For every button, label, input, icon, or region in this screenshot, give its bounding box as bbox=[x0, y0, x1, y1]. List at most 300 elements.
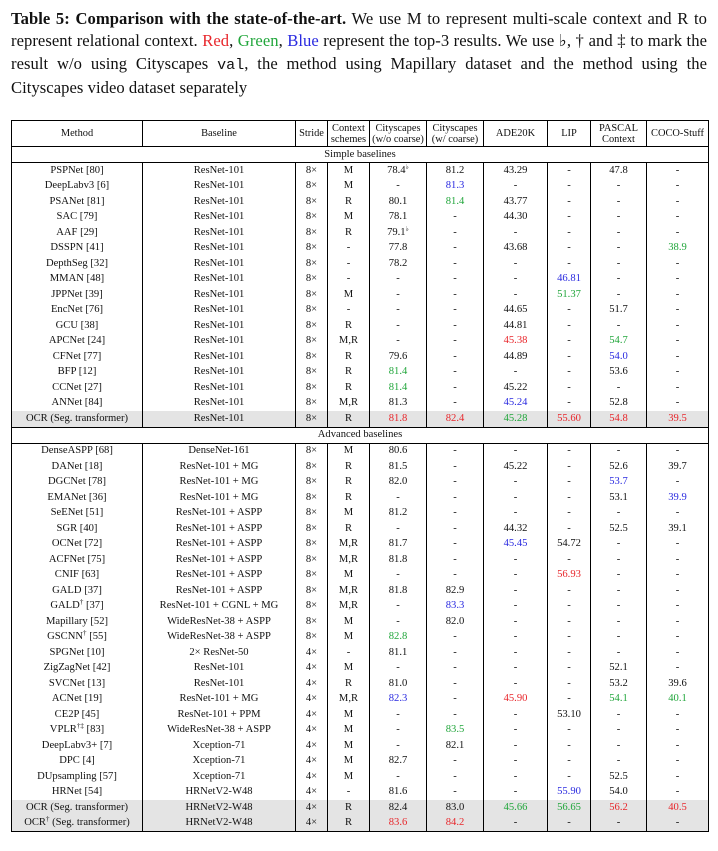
cell-cityscapes-wo-coarse bbox=[370, 521, 427, 537]
metric-value: - bbox=[513, 770, 518, 782]
metric-value: 52.8 bbox=[609, 397, 628, 409]
metric-value: 54.0 bbox=[609, 350, 628, 362]
cell-method bbox=[12, 194, 143, 210]
method-marker: †‡ bbox=[76, 722, 84, 731]
metric-value: - bbox=[453, 335, 457, 347]
cell-ade20k bbox=[484, 396, 548, 412]
cell-pascal-context bbox=[591, 568, 647, 584]
method-name: CCNet [27] bbox=[52, 381, 102, 393]
cell-cityscapes-w-coarse bbox=[427, 630, 484, 646]
cell-cityscapes-wo-coarse bbox=[370, 800, 427, 816]
cell-stride: 8× bbox=[296, 490, 328, 506]
cell-cityscapes-wo-coarse bbox=[370, 490, 427, 506]
table-row bbox=[12, 443, 709, 459]
method-name: SAC [79] bbox=[56, 211, 98, 223]
cell-lip bbox=[548, 816, 591, 832]
cell-lip bbox=[548, 163, 591, 179]
cell-pascal-context bbox=[591, 396, 647, 412]
cell-stride: 8× bbox=[296, 521, 328, 537]
cell-cityscapes-w-coarse bbox=[427, 583, 484, 599]
method-name: OCR bbox=[24, 817, 46, 829]
cell-lip bbox=[548, 661, 591, 677]
method-reference: (Seg. transformer) bbox=[49, 817, 130, 829]
metric-value: - bbox=[616, 708, 621, 720]
cell-context: M bbox=[328, 738, 370, 754]
method-name: SGR [40] bbox=[56, 522, 98, 534]
cell-baseline: ResNet-101 + ASPP bbox=[143, 583, 296, 599]
metric-value: - bbox=[567, 476, 571, 488]
metric-value: - bbox=[675, 646, 680, 658]
metric-value: - bbox=[567, 507, 571, 519]
method-name: ACNet [19] bbox=[51, 693, 103, 705]
cell-ade20k bbox=[484, 225, 548, 241]
metric-value: - bbox=[675, 288, 680, 300]
cell-context: R bbox=[328, 521, 370, 537]
cell-lip bbox=[548, 256, 591, 272]
cell-lip bbox=[548, 630, 591, 646]
cell-baseline: ResNet-101 bbox=[143, 287, 296, 303]
metric-value: - bbox=[453, 677, 457, 689]
caption-title: Comparison with the state-of-the-art. bbox=[75, 9, 347, 28]
metric-value: - bbox=[567, 211, 571, 223]
method-name: DPC [4] bbox=[59, 755, 95, 767]
metric-value: 82.4 bbox=[445, 412, 465, 424]
cell-context: M bbox=[328, 769, 370, 785]
metric-value: 53.2 bbox=[609, 677, 628, 689]
cell-baseline: 2× ResNet-50 bbox=[143, 645, 296, 661]
cell-cityscapes-w-coarse bbox=[427, 816, 484, 832]
metric-value: 52.5 bbox=[609, 770, 628, 782]
metric-value: 82.0 bbox=[388, 476, 408, 488]
table-row bbox=[12, 521, 709, 537]
metric-value: - bbox=[453, 397, 457, 409]
cell-context: M bbox=[328, 163, 370, 179]
table-row bbox=[12, 459, 709, 475]
cell-method bbox=[12, 349, 143, 365]
metric-value: - bbox=[453, 460, 457, 472]
header-ade20k: ADE20K bbox=[484, 121, 548, 147]
cell-context: M bbox=[328, 287, 370, 303]
table-row bbox=[12, 723, 709, 739]
cell-pascal-context bbox=[591, 630, 647, 646]
cell-coco-stuff bbox=[647, 707, 709, 723]
cell-cityscapes-w-coarse bbox=[427, 396, 484, 412]
cell-cityscapes-w-coarse bbox=[427, 380, 484, 396]
metric-value: 81.2 bbox=[388, 507, 408, 519]
metric-value: - bbox=[675, 507, 680, 519]
cell-method bbox=[12, 411, 143, 427]
metric-value: - bbox=[675, 755, 680, 767]
cell-pascal-context bbox=[591, 334, 647, 350]
metric-value: - bbox=[616, 381, 621, 393]
metric-value: - bbox=[675, 631, 680, 643]
metric-value: - bbox=[675, 538, 680, 550]
table-row bbox=[12, 692, 709, 708]
table-row bbox=[12, 396, 709, 412]
cell-baseline: ResNet-101 + ASPP bbox=[143, 521, 296, 537]
metric-value: - bbox=[453, 273, 457, 285]
cell-cityscapes-wo-coarse bbox=[370, 179, 427, 195]
metric-value: - bbox=[567, 445, 571, 457]
metric-value: - bbox=[675, 180, 680, 192]
cell-cityscapes-wo-coarse bbox=[370, 303, 427, 319]
cell-ade20k bbox=[484, 552, 548, 568]
cell-coco-stuff bbox=[647, 568, 709, 584]
cell-method bbox=[12, 769, 143, 785]
method-name: OCR (Seg. transformer) bbox=[25, 412, 129, 424]
cell-ade20k bbox=[484, 349, 548, 365]
cell-coco-stuff bbox=[647, 506, 709, 522]
cell-baseline: Xception-71 bbox=[143, 738, 296, 754]
metric-value: - bbox=[675, 304, 680, 316]
cell-lip bbox=[548, 179, 591, 195]
method-name: GALD [37] bbox=[52, 584, 102, 596]
cell-cityscapes-wo-coarse bbox=[370, 241, 427, 257]
cell-cityscapes-wo-coarse bbox=[370, 707, 427, 723]
metric-value: - bbox=[396, 180, 400, 192]
header-lip: LIP bbox=[548, 121, 591, 147]
cell-cityscapes-wo-coarse bbox=[370, 692, 427, 708]
metric-value: - bbox=[396, 491, 400, 503]
metric-value: - bbox=[616, 631, 621, 643]
cell-lip bbox=[548, 645, 591, 661]
cell-baseline: ResNet-101 bbox=[143, 380, 296, 396]
cell-stride: 8× bbox=[296, 194, 328, 210]
cell-lip bbox=[548, 380, 591, 396]
table-row bbox=[12, 537, 709, 553]
cell-pascal-context bbox=[591, 738, 647, 754]
metric-value: - bbox=[616, 724, 621, 736]
cell-baseline: ResNet-101 bbox=[143, 318, 296, 334]
cell-cityscapes-wo-coarse bbox=[370, 537, 427, 553]
metric-value: 45.22 bbox=[503, 460, 528, 472]
cell-pascal-context bbox=[591, 163, 647, 179]
cell-method bbox=[12, 692, 143, 708]
header-context-line1: Context bbox=[332, 122, 365, 134]
cell-stride: 8× bbox=[296, 241, 328, 257]
cell-lip bbox=[548, 272, 591, 288]
metric-value: - bbox=[453, 755, 457, 767]
method-name: GCU [38] bbox=[55, 319, 99, 331]
metric-value: - bbox=[513, 817, 518, 829]
metric-value: 45.24 bbox=[503, 397, 528, 409]
cell-ade20k bbox=[484, 816, 548, 832]
cell-cityscapes-w-coarse bbox=[427, 785, 484, 801]
cell-ade20k bbox=[484, 645, 548, 661]
cell-pascal-context bbox=[591, 785, 647, 801]
metric-value: - bbox=[453, 319, 457, 331]
cell-baseline: ResNet-101 + ASPP bbox=[143, 506, 296, 522]
caption-label: Table 5: bbox=[11, 9, 70, 28]
cell-context: R bbox=[328, 365, 370, 381]
cell-baseline: ResNet-101 + MG bbox=[143, 692, 296, 708]
cell-method bbox=[12, 630, 143, 646]
cell-cityscapes-w-coarse bbox=[427, 552, 484, 568]
cell-context: M bbox=[328, 661, 370, 677]
metric-value: - bbox=[396, 273, 400, 285]
cell-stride: 8× bbox=[296, 179, 328, 195]
cell-coco-stuff bbox=[647, 583, 709, 599]
metric-value: - bbox=[616, 211, 621, 223]
method-name: DepthSeg [32] bbox=[45, 257, 109, 269]
table-row bbox=[12, 318, 709, 334]
table-row bbox=[12, 210, 709, 226]
cell-baseline: ResNet-101 bbox=[143, 676, 296, 692]
cell-baseline: ResNet-101 bbox=[143, 303, 296, 319]
table-row bbox=[12, 599, 709, 615]
metric-value: - bbox=[616, 445, 621, 457]
cell-lip bbox=[548, 443, 591, 459]
metric-value: - bbox=[513, 445, 518, 457]
cell-stride: 8× bbox=[296, 163, 328, 179]
metric-value: - bbox=[396, 288, 400, 300]
cell-ade20k bbox=[484, 194, 548, 210]
metric-value: - bbox=[567, 257, 571, 269]
metric-value: - bbox=[567, 304, 571, 316]
cell-stride: 8× bbox=[296, 396, 328, 412]
cell-coco-stuff bbox=[647, 241, 709, 257]
cell-lip bbox=[548, 349, 591, 365]
cell-cityscapes-w-coarse bbox=[427, 287, 484, 303]
cell-ade20k bbox=[484, 365, 548, 381]
cell-stride: 8× bbox=[296, 411, 328, 427]
cell-context: - bbox=[328, 645, 370, 661]
metric-value: 46.81 bbox=[557, 273, 581, 285]
cell-coco-stuff bbox=[647, 676, 709, 692]
metric-value: 56.2 bbox=[609, 801, 628, 813]
cell-context: M,R bbox=[328, 334, 370, 350]
cell-ade20k bbox=[484, 163, 548, 179]
cell-cityscapes-wo-coarse bbox=[370, 443, 427, 459]
table-row bbox=[12, 490, 709, 506]
cell-method bbox=[12, 723, 143, 739]
cell-pascal-context bbox=[591, 599, 647, 615]
cell-ade20k bbox=[484, 568, 548, 584]
metric-value: 79.6 bbox=[388, 350, 408, 362]
cell-method bbox=[12, 318, 143, 334]
metric-value: 55.90 bbox=[557, 786, 581, 798]
cell-coco-stuff bbox=[647, 738, 709, 754]
cell-lip bbox=[548, 194, 591, 210]
cell-coco-stuff bbox=[647, 599, 709, 615]
method-name: DUpsampling [57] bbox=[37, 770, 117, 782]
table-header bbox=[12, 121, 709, 147]
cell-method bbox=[12, 506, 143, 522]
metric-value: - bbox=[513, 553, 518, 565]
cell-stride: 8× bbox=[296, 583, 328, 599]
metric-value: - bbox=[567, 646, 571, 658]
metric-value: - bbox=[567, 662, 571, 674]
cell-stride: 4× bbox=[296, 816, 328, 832]
cell-cityscapes-wo-coarse bbox=[370, 349, 427, 365]
cell-cityscapes-w-coarse bbox=[427, 303, 484, 319]
metric-value: - bbox=[453, 631, 457, 643]
metric-value: 44.65 bbox=[503, 304, 528, 316]
cell-cityscapes-w-coarse bbox=[427, 318, 484, 334]
cell-coco-stuff bbox=[647, 256, 709, 272]
cell-lip bbox=[548, 303, 591, 319]
cell-method bbox=[12, 303, 143, 319]
metric-value: - bbox=[616, 180, 621, 192]
cell-ade20k bbox=[484, 318, 548, 334]
cell-ade20k bbox=[484, 707, 548, 723]
cell-cityscapes-wo-coarse bbox=[370, 723, 427, 739]
cell-stride: 4× bbox=[296, 723, 328, 739]
cell-pascal-context bbox=[591, 411, 647, 427]
cell-baseline: ResNet-101 bbox=[143, 365, 296, 381]
metric-value: - bbox=[675, 708, 680, 720]
cell-coco-stuff bbox=[647, 661, 709, 677]
metric-value: 44.81 bbox=[503, 319, 528, 331]
cell-coco-stuff bbox=[647, 552, 709, 568]
metric-value: - bbox=[453, 507, 457, 519]
metric-value: - bbox=[453, 226, 457, 238]
cell-context: R bbox=[328, 349, 370, 365]
cell-stride: 8× bbox=[296, 349, 328, 365]
metric-value: - bbox=[396, 739, 400, 751]
metric-value: - bbox=[675, 273, 680, 285]
cell-coco-stuff bbox=[647, 210, 709, 226]
metric-value: - bbox=[616, 817, 621, 829]
cell-baseline: ResNet-101 bbox=[143, 396, 296, 412]
metric-value: - bbox=[616, 226, 621, 238]
cell-ade20k bbox=[484, 583, 548, 599]
metric-value: - bbox=[453, 445, 457, 457]
cell-pascal-context bbox=[591, 210, 647, 226]
cell-ade20k bbox=[484, 769, 548, 785]
metric-value: - bbox=[513, 755, 518, 767]
metric-value: - bbox=[616, 755, 621, 767]
table-row bbox=[12, 287, 709, 303]
cell-context: M bbox=[328, 568, 370, 584]
metric-value: - bbox=[567, 693, 571, 705]
metric-value: 47.8 bbox=[609, 164, 628, 176]
header-cs-wo-line1: Cityscapes bbox=[375, 122, 421, 134]
metric-value: 80.1 bbox=[388, 195, 408, 207]
metric-value: - bbox=[453, 491, 457, 503]
cell-context: M bbox=[328, 723, 370, 739]
cell-method bbox=[12, 568, 143, 584]
metric-value: - bbox=[616, 273, 621, 285]
table-row bbox=[12, 241, 709, 257]
cell-lip bbox=[548, 287, 591, 303]
metric-value: 40.5 bbox=[668, 801, 687, 813]
cell-baseline: ResNet-101 bbox=[143, 194, 296, 210]
table-row bbox=[12, 349, 709, 365]
table-row bbox=[12, 583, 709, 599]
cell-lip bbox=[548, 241, 591, 257]
cell-cityscapes-w-coarse bbox=[427, 676, 484, 692]
cell-cityscapes-w-coarse bbox=[427, 256, 484, 272]
cell-method bbox=[12, 754, 143, 770]
cell-coco-stuff bbox=[647, 396, 709, 412]
cell-stride: 8× bbox=[296, 225, 328, 241]
cell-cityscapes-wo-coarse bbox=[370, 676, 427, 692]
metric-value: - bbox=[675, 569, 680, 581]
metric-value: - bbox=[567, 755, 571, 767]
metric-value: - bbox=[616, 319, 621, 331]
metric-value: 81.3 bbox=[445, 180, 465, 192]
cell-stride: 8× bbox=[296, 256, 328, 272]
metric-value: - bbox=[396, 724, 400, 736]
cell-cityscapes-w-coarse bbox=[427, 475, 484, 491]
cell-pascal-context bbox=[591, 194, 647, 210]
metric-value: - bbox=[453, 350, 457, 362]
table-row bbox=[12, 630, 709, 646]
cell-method bbox=[12, 738, 143, 754]
metric-value: 82.9 bbox=[445, 584, 465, 596]
metric-value: - bbox=[616, 507, 621, 519]
cell-context: - bbox=[328, 256, 370, 272]
method-name: PSPNet [80] bbox=[50, 164, 104, 176]
cell-pascal-context bbox=[591, 614, 647, 630]
metric-value: - bbox=[616, 288, 621, 300]
metric-value: 81.5 bbox=[388, 460, 408, 472]
cell-method bbox=[12, 396, 143, 412]
table-row bbox=[12, 194, 709, 210]
metric-value: - bbox=[396, 304, 400, 316]
cell-cityscapes-wo-coarse bbox=[370, 287, 427, 303]
cell-context: M,R bbox=[328, 599, 370, 615]
cell-coco-stuff bbox=[647, 521, 709, 537]
metric-value: - bbox=[567, 164, 571, 176]
cell-lip bbox=[548, 769, 591, 785]
cell-cityscapes-w-coarse bbox=[427, 754, 484, 770]
metric-value: - bbox=[675, 195, 680, 207]
metric-value: - bbox=[453, 304, 457, 316]
cell-stride: 8× bbox=[296, 475, 328, 491]
metric-value: - bbox=[513, 491, 518, 503]
metric-value: - bbox=[675, 211, 680, 223]
metric-value: - bbox=[453, 786, 457, 798]
metric-value: - bbox=[453, 381, 457, 393]
cell-ade20k bbox=[484, 800, 548, 816]
cell-cityscapes-w-coarse bbox=[427, 349, 484, 365]
metric-value: - bbox=[513, 600, 518, 612]
section-title: Simple baselines bbox=[12, 147, 709, 163]
metric-value: 81.7 bbox=[388, 538, 408, 550]
caption-text-3: , the method using Mapillary dataset and the method using the Cityscapes video dataset separately bbox=[11, 53, 707, 97]
method-name: EncNet [76] bbox=[50, 304, 104, 316]
metric-value: - bbox=[567, 335, 571, 347]
cell-method bbox=[12, 475, 143, 491]
cell-method bbox=[12, 552, 143, 568]
metric-value: 81.0 bbox=[388, 677, 408, 689]
cell-baseline: ResNet-101 + MG bbox=[143, 490, 296, 506]
cell-pascal-context bbox=[591, 303, 647, 319]
metric-value: 45.28 bbox=[503, 412, 528, 424]
metric-value: - bbox=[616, 600, 621, 612]
cell-context: M bbox=[328, 506, 370, 522]
cell-coco-stuff bbox=[647, 816, 709, 832]
cell-method bbox=[12, 645, 143, 661]
method-marker: † bbox=[79, 598, 84, 607]
metric-value: - bbox=[675, 397, 680, 409]
cell-pascal-context bbox=[591, 179, 647, 195]
metric-value: - bbox=[513, 476, 518, 488]
cell-stride: 8× bbox=[296, 272, 328, 288]
metric-value: 81.4 bbox=[445, 195, 465, 207]
table-body bbox=[12, 147, 709, 832]
cell-lip bbox=[548, 707, 591, 723]
method-reference: [83] bbox=[83, 724, 105, 736]
metric-value: - bbox=[453, 476, 457, 488]
cell-method bbox=[12, 521, 143, 537]
cell-cityscapes-wo-coarse bbox=[370, 210, 427, 226]
metric-value: - bbox=[675, 226, 680, 238]
cell-pascal-context bbox=[591, 225, 647, 241]
table-row bbox=[12, 380, 709, 396]
